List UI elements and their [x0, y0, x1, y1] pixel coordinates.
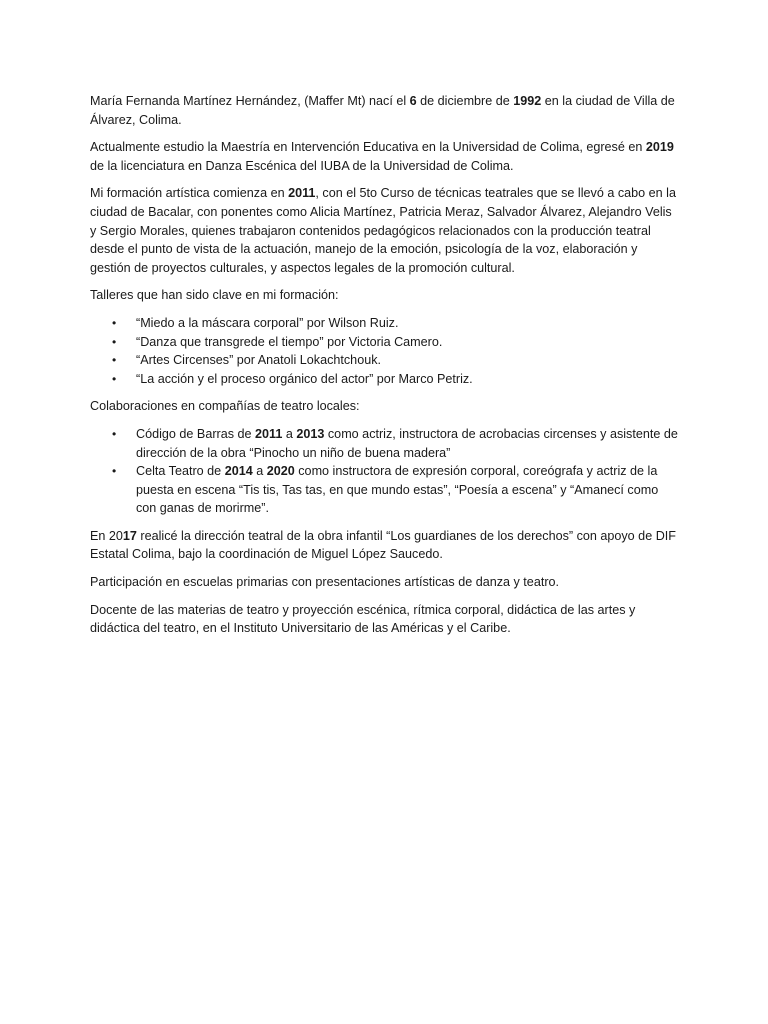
bold-year: 2013: [296, 426, 325, 441]
text-run: como instructora de expresión corporal, coreógrafa y actriz de la puesta en escena “Tis tis, Tas tas, en que mundo estas”, “Poesía a escena” y “Amanecí como con ganas de morirme”.: [136, 464, 659, 516]
text-run: realicé la dirección teatral de la obra infantil “Los guardianes de los derechos” con apoyo de DIF Estatal Colima, bajo la coordinación de Miguel López Saucedo.: [90, 528, 676, 562]
text-run: María Fernanda Martínez Hernández, (Maffer Mt) nací el: [90, 94, 410, 108]
collaborations-list: [90, 425, 680, 518]
text-run: de la licenciatura en Danza Escénica del IUBA de la Universidad de Colima.: [90, 158, 514, 173]
text-run: de diciembre de: [416, 94, 514, 108]
bold-year: 1992: [513, 94, 542, 108]
text-run: a: [282, 426, 297, 441]
text-run: Mi formación artística comienza en: [90, 186, 289, 201]
bullet-icon: •: [112, 371, 117, 386]
list-item: [90, 314, 680, 333]
bold-year: 2011: [255, 426, 283, 441]
paragraph-studies: [90, 138, 680, 175]
list-item-text: “Danza que transgrede el tiempo” por Victoria Camero.: [136, 334, 443, 349]
list-item-text: “Artes Circenses” por Anatoli Lokachtchouk.: [136, 353, 381, 368]
paragraph-direction: [90, 527, 680, 564]
text-run: Código de Barras de: [136, 426, 256, 441]
text-run: a: [252, 464, 267, 479]
list-item: [90, 425, 680, 462]
list-item: [90, 462, 680, 518]
bold-year: 2014: [224, 464, 253, 479]
bold-year: 2011: [288, 186, 316, 201]
bullet-icon: •: [112, 334, 117, 349]
list-item: [90, 333, 680, 352]
paragraph-teaching: Docente de las materias de teatro y proyección escénica, rítmica corporal, didáctica de las artes y didáctica del teatro, en el Instituto Universitario de las Américas y el Caribe.: [90, 602, 636, 636]
workshops-list: [90, 314, 680, 388]
text-run: en la ciudad de Villa de Álvarez, Colima.: [90, 94, 675, 127]
text-run: En 20: [90, 528, 123, 543]
bold-day: 6: [409, 94, 417, 108]
bullet-icon: •: [112, 315, 117, 330]
paragraph-training: [90, 184, 680, 277]
text-run: Celta Teatro de: [136, 464, 225, 479]
paragraph-collaborations-heading: Colaboraciones en compañías de teatro locales:: [90, 399, 360, 414]
text-run: , con el 5to Curso de técnicas teatrales que se llevó a cabo en la ciudad de Bacalar, con ponentes como Alicia Martínez, Patricia Meraz, Salvador Álvarez, Alejandro Velis y Sergio Morales, quienes trabajaron contenidos pedagógicos relacionados con la producción teatral desde el punto de vista de la actuación, manejo de la emoción, psicología de la voz, elaboración y gestión de proyectos culturales, y aspectos legales de la promoción cultural.: [90, 186, 676, 275]
bullet-icon: •: [112, 464, 117, 479]
paragraph-workshops-heading: Talleres que han sido clave en mi formación:: [90, 288, 339, 303]
bold-year-suffix: 17: [122, 528, 137, 543]
text-run: como actriz, instructora de acrobacias circenses y asistente de dirección de la obra “Pinocho un niño de buena madera”: [136, 426, 678, 460]
paragraph-intro: [90, 92, 680, 129]
paragraph-schools: Participación en escuelas primarias con presentaciones artísticas de danza y teatro.: [90, 575, 560, 590]
bullet-icon: •: [112, 426, 117, 441]
bold-year: 2019: [645, 140, 674, 155]
list-item-text: “Miedo a la máscara corporal” por Wilson Ruiz.: [136, 315, 399, 330]
list-item-text: “La acción y el proceso orgánico del actor” por Marco Petriz.: [136, 371, 473, 386]
text-run: Actualmente estudio la Maestría en Intervención Educativa en la Universidad de Colima, egresé en: [90, 140, 646, 155]
list-item: [90, 351, 680, 370]
list-item: [90, 370, 680, 389]
bullet-icon: •: [112, 353, 117, 368]
document-body: [90, 92, 680, 647]
bold-year: 2020: [266, 464, 295, 479]
